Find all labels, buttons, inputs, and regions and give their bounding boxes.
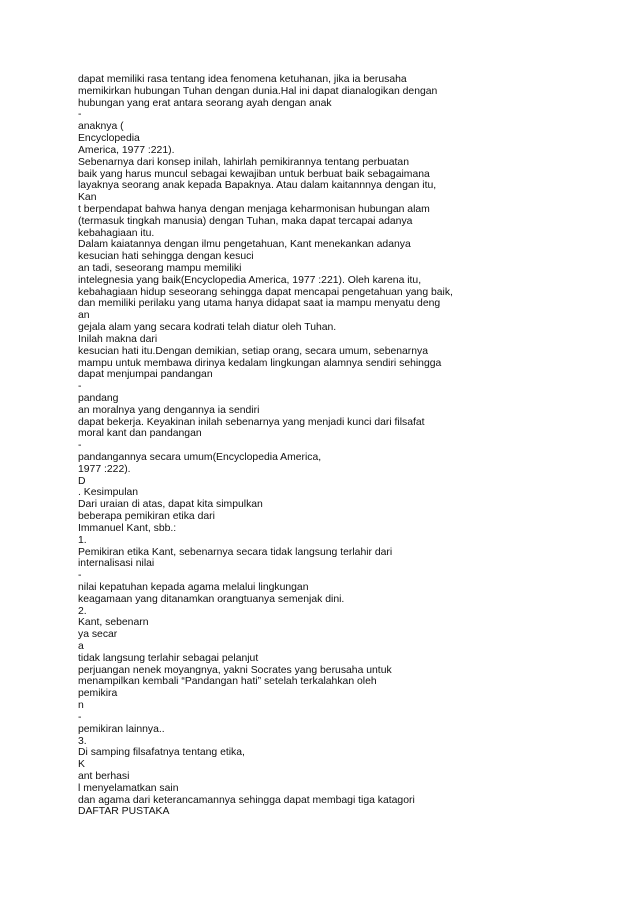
text-line: pandangannya secara umum(Encyclopedia America, [78,452,322,463]
text-line: l menyelamatkan sain [78,782,179,794]
text-line: layaknya seorang anak kepada Bapaknya. Atau dalam kaitannnya dengan itu, [78,180,437,192]
text-line: dapat menjumpai pandangan [78,369,213,381]
text-line: Sebenarnya dari konsep inilah, lahirlah pemikirannya tentang perbuatan [78,156,409,168]
text-line: intelegnesia yang baik(Encyclopedia America, 1977 :221). Oleh karena itu, [78,274,422,286]
text-line: - [78,440,82,452]
text-line: D [78,475,86,487]
text-line: America, 1977 :221). [78,144,175,156]
text-line: ya secar [78,629,118,641]
text-line: mampu untuk membawa dirinya kedalam lingkungan alamnya sendiri sehingga [78,357,442,369]
text-line: dan memiliki perilaku yang utama hanya didapat saat ia mampu menyatu deng [78,298,441,310]
text-line: Dari uraian di atas, dapat kita simpulkan [78,499,263,511]
text-line: tidak langsung terlahir sebagai pelanjut [78,652,259,664]
text-line: perjuangan nenek moyangnya, yakni Socrates yang berusaha untuk [78,664,392,676]
text-line: ant berhasi [78,770,130,782]
text-line: a [78,641,84,652]
text-line: pandang [78,392,119,404]
text-line: Immanuel Kant, sbb.: [78,522,177,534]
text-line: Inilah makna dari [78,333,158,345]
text-line: Pemikiran etika Kant, sebenarnya secara tidak langsung terlahir dari [78,546,393,558]
text-line: internalisasi nilai [78,558,155,570]
text-line: an [78,310,90,322]
text-line: DAFTAR PUSTAKA [78,806,170,818]
text-line: . Kesimpulan [78,487,139,499]
text-line: 1. [78,534,87,546]
text-line: pemikira [78,688,118,700]
text-line: Encyclopedia [78,133,140,145]
text-line: Kant, sebenarn [78,617,149,629]
text-line: 2. [78,605,87,617]
text-line: Di samping filsafatnya tentang etika, [78,747,245,759]
text-line: gejala alam yang secara kodrati telah diatur oleh Tuhan. [78,322,337,334]
text-line: t berpendapat bahwa hanya dengan menjaga keharmonisan hubungan alam [78,203,430,215]
text-line: kesucian hati itu.Dengan demikian, setiap orang, secara umum, sebenarnya [78,345,429,357]
text-line: (termasuk tingkah manusia) dengan Tuhan, maka dapat tercapai adanya [78,215,413,227]
text-line: - [78,109,82,121]
text-line: dapat bekerja. Keyakinan inilah sebenarnya yang menjadi kunci dari filsafat [78,416,425,428]
text-line: 3. [78,735,87,747]
text-line: Dalam kaiatannya dengan ilmu pengetahuan, Kant menekankan adanya [78,239,411,251]
text-line: dan agama dari keterancamannya sehingga dapat membagi tiga katagori [78,794,415,806]
text-line: baik yang harus muncul sebagai kewajiban untuk berbuat baik sebagaimana [78,168,430,180]
text-line: beberapa pemikiran etika dari [78,511,215,523]
text-line: keagamaan yang ditanamkan orangtuanya semenjak dini. [78,593,345,605]
text-line: moral kant dan pandangan [78,428,202,440]
text-line: n [78,700,84,712]
text-line: K [78,759,85,771]
text-line: memikirkan hubungan Tuhan dengan dunia.Hal ini dapat dianalogikan dengan [78,85,438,97]
text-line: - [78,381,82,393]
text-line: an moralnya yang dengannya ia sendiri [78,404,260,416]
text-line: hubungan yang erat antara seorang ayah dengan anak [78,97,332,109]
text-line: kebahagiaan hidup seseorang sehingga dapat mencapai pengetahuan yang baik, [78,286,453,298]
text-line: menampilkan kembali “Pandangan hati” setelah terkalahkan oleh [78,676,377,688]
text-line: nilai kepatuhan kepada agama melalui lingkungan [78,581,309,593]
text-line: kesucian hati sehingga dengan kesuci [78,251,254,263]
text-line: anaknya ( [78,121,124,133]
text-line: dapat memiliki rasa tentang idea fenomena ketuhanan, jika ia berusaha [78,74,407,85]
text-line: Kan [78,192,97,204]
text-line: pemikiran lainnya.. [78,723,165,735]
document-body [78,74,578,818]
text-line: - [78,570,82,582]
text-line: an tadi, seseorang mampu memiliki [78,263,242,274]
text-line: - [78,711,82,723]
text-line: 1977 :222). [78,463,131,475]
text-line: kebahagiaan itu. [78,227,155,239]
